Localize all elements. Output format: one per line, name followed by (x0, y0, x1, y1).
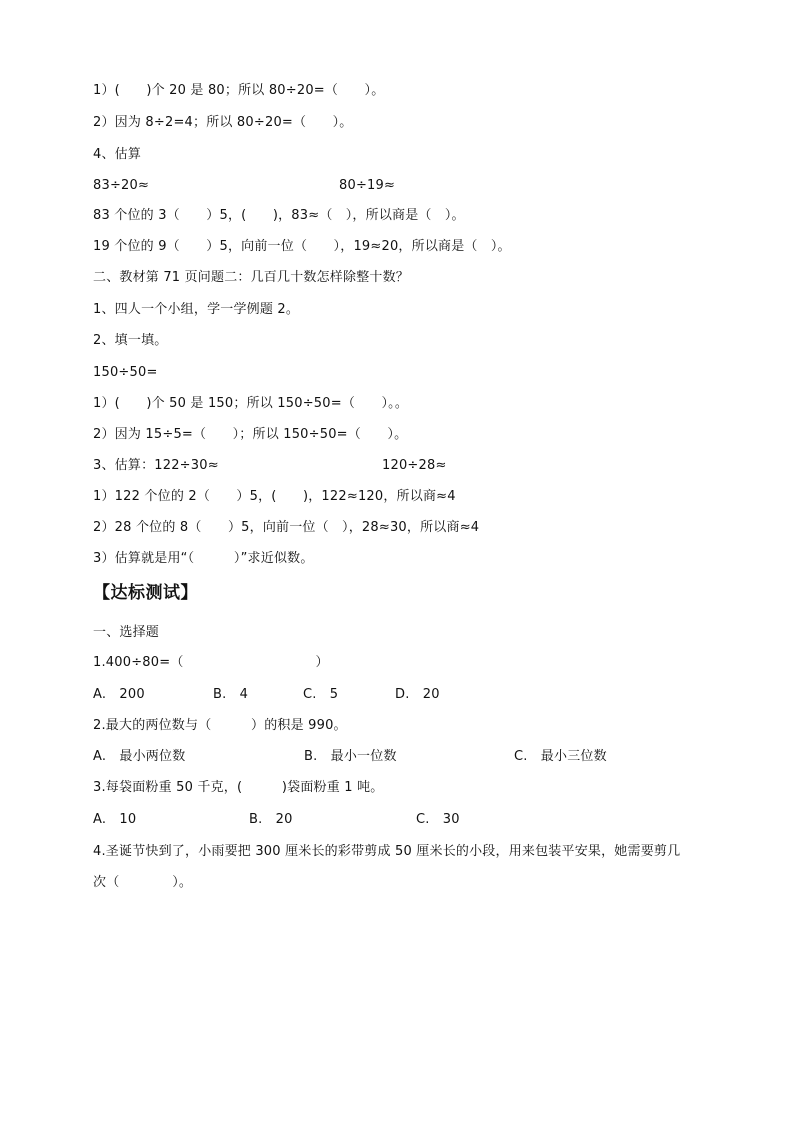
option-a: A. 10 (93, 812, 137, 827)
estimate-line-28: 2）28 个位的 8（ ）5，向前一位（ ），28≈30，所以商≈4 (93, 520, 480, 535)
division-expr: 150÷50= (93, 365, 158, 380)
section-heading-test: 【达标测试】 (93, 583, 198, 603)
estimate-expr-d: 120÷28≈ (382, 458, 447, 473)
estimate-expr-a: 83÷20≈ (93, 178, 150, 193)
group-study-line: 1、四人一个小组，学一学例题 2。 (93, 302, 300, 317)
fill-line-2: 2）因为 8÷2=4；所以 80÷20=（ ）。 (93, 115, 353, 130)
question-1: 1.400÷80=（ ） (93, 655, 329, 670)
option-c: C. 最小三位数 (514, 749, 607, 764)
estimate-line-83: 83 个位的 3（ ）5，( )，83≈（ ），所以商是（ ）。 (93, 208, 465, 223)
option-c: C. 30 (416, 812, 460, 827)
estimate-line-19: 19 个位的 9（ ）5，向前一位（ ），19≈20，所以商是（ ）。 (93, 239, 511, 254)
option-a: A. 200 (93, 687, 145, 702)
option-b: B. 最小一位数 (304, 749, 397, 764)
estimate-expr-b: 80÷19≈ (339, 178, 396, 193)
option-b: B. 20 (249, 812, 293, 827)
option-c: C. 5 (303, 687, 339, 702)
question-4: 4.圣诞节快到了，小雨要把 300 厘米长的彩带剪成 50 厘米长的小段，用来包装平安果，她需要剪几 (93, 844, 681, 859)
estimate-line-122: 1）122 个位的 2（ ）5，( )，122≈120，所以商≈4 (93, 489, 456, 504)
fill-line-3: 1）( )个 50 是 150；所以 150÷50=（ ）。。 (93, 396, 409, 411)
option-b: B. 4 (213, 687, 249, 702)
estimate-expr-c: 3、估算：122÷30≈ (93, 458, 219, 473)
option-d: D. 20 (395, 687, 440, 702)
section-choice: 一、选择题 (93, 625, 160, 640)
question-3: 3.每袋面粉重 50 千克，( )袋面粉重 1 吨。 (93, 780, 384, 795)
fill-line-1: 1）( )个 20 是 80；所以 80÷20=（ ）。 (93, 83, 385, 98)
section-textbook-question: 二、教材第 71 页问题二：几百几十数怎样除整十数？ (93, 270, 410, 285)
question-2: 2.最大的两位数与（ ）的积是 990。 (93, 718, 347, 733)
section-estimate: 4、估算 (93, 147, 142, 162)
fill-in-title: 2、填一填。 (93, 333, 168, 348)
option-a: A. 最小两位数 (93, 749, 186, 764)
fill-line-4: 2）因为 15÷5=（ ）；所以 150÷50=（ ）。 (93, 427, 408, 442)
estimate-definition: 3）估算就是用“（ ）”求近似数。 (93, 551, 314, 566)
question-4-continued: 次（ ）。 (93, 875, 193, 890)
